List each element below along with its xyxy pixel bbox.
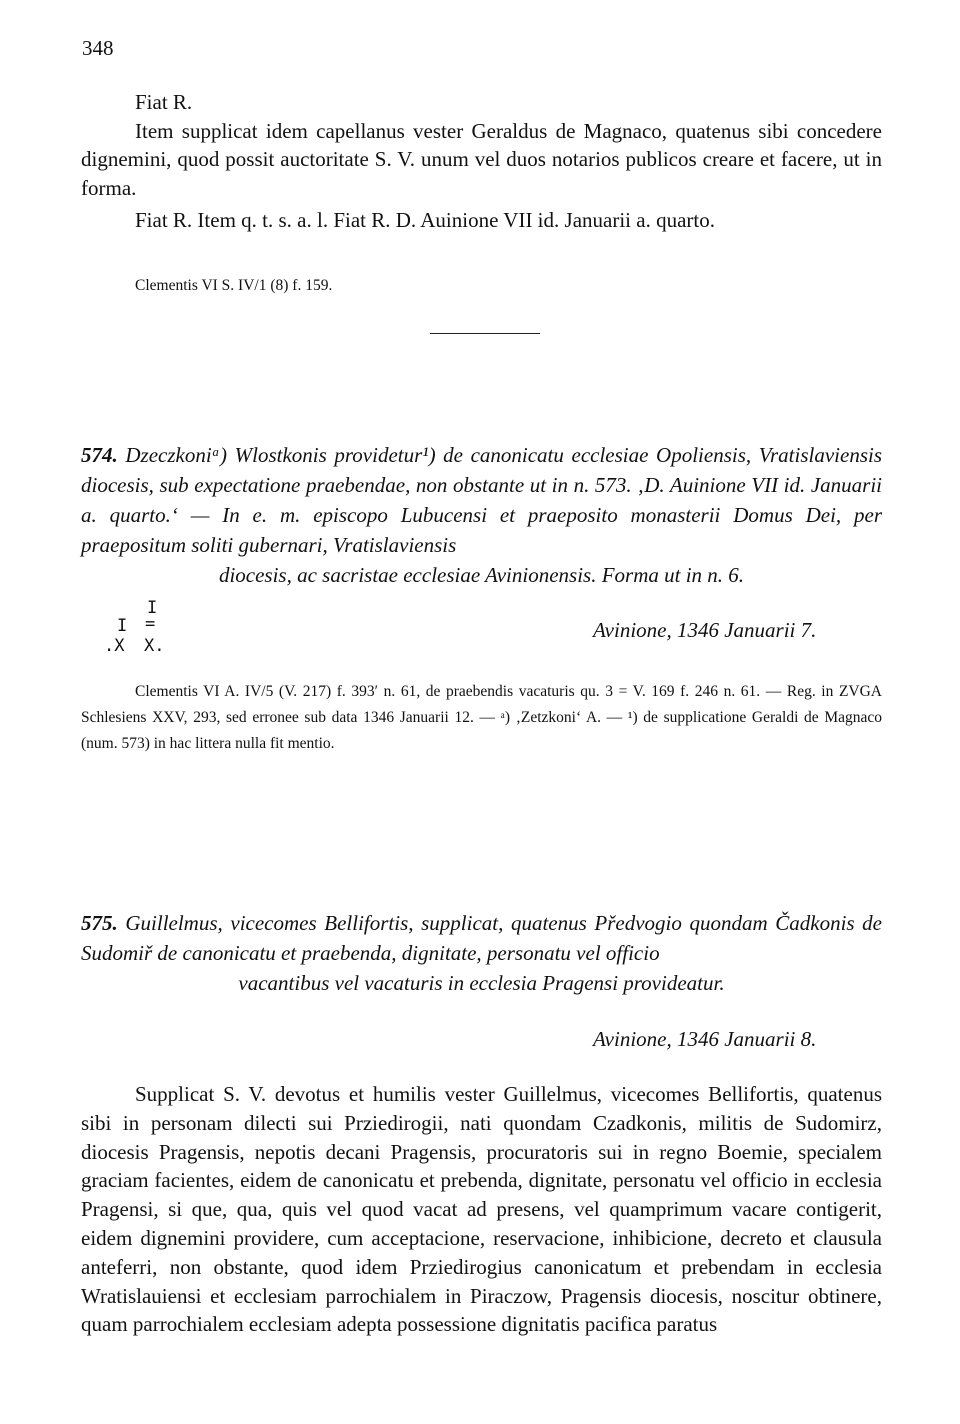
fiat-line: Fiat R. xyxy=(135,90,193,114)
entry-574-apparatus xyxy=(81,679,882,757)
chancery-notation xyxy=(104,598,182,658)
notation-mark: .X xyxy=(104,636,125,656)
entry-575-place-date: Avinione, 1346 Januarii 8. xyxy=(593,1027,817,1051)
supplication-text: Supplicat S. V. devotus et humilis vester Guillelmus, vicecomes Bellifortis, quatenus sibi in personam dilecti sui Prziedirogii, nati quondam Czadkonis, militis de Sudomirz, diocesis Pragensis, nepotis decani Pragensis, procuratoris sui in regno Boemie, specialem graciam facientes, eidem de canonicatu et prebenda, dignitate, personatu vel officio in ecclesia Pragensi, si que, qua, quis vel quod vacat ad presens, vel quamprimum vacare contigerit, eidem dignemini providere, cum acceptacione, reservacione, inhibicione, decreto et clausula anteferri, non obstante, quod idem Prziedirogius canonicatum et prebendam in ecclesia Wratislauiensi et ecclesiam parrochialem in Piraczow, Pragensis diocesis, noscitur obtinere, quam parrochialem ecclesiam adepta possessione dignitatis pacifica paratus xyxy=(81,1082,882,1337)
page-number: 348 xyxy=(82,36,114,60)
entry-574-regest-last-line: diocesis, ac sacristae ecclesiae Avinionensis. Forma ut in n. 6. xyxy=(218,563,745,587)
entry-575-number: 575. xyxy=(81,911,118,935)
entry-575-regest-body: Guillelmus, vicecomes Bellifortis, supplicat, quatenus Předvogio quondam Čadkonis de Sudomiř de canonicatu et praebenda, dignitate, personatu vel officio xyxy=(81,911,883,965)
entry-575-regest xyxy=(81,908,882,998)
source-line: Clementis VI S. IV/1 (8) f. 159. xyxy=(135,277,333,294)
fiat-date-line: Fiat R. Item q. t. s. a. l. Fiat R. D. Auinione VII id. Januarii a. quarto. xyxy=(135,208,715,232)
notation-mark: X. xyxy=(144,636,165,656)
notation-mark: I xyxy=(117,616,128,636)
entry-574-regest xyxy=(81,440,882,590)
entry-575-regest-last-line: vacantibus vel vacaturis in ecclesia Pragensi provideatur. xyxy=(238,971,725,995)
apparatus-text: Clementis VI A. IV/5 (V. 217) f. 393′ n. 61, de praebendis vacaturis qu. 3 = V. 169 f. 246 n. 61. — Reg. in ZVGA Schlesiens XXV, 293, sed erronee sub data 1346 Januarii 12. — ᵃ) ‚Zetzkoni‘ A. — ¹) de supplicatione Geraldi de Magnaco (num. 573) in hac littera nulla fit mentio. xyxy=(81,683,882,752)
notation-mark: = xyxy=(145,614,156,634)
entry-574-regest-text xyxy=(81,440,882,560)
entry-575-regest-text xyxy=(81,908,882,968)
supplication-paragraph: Item supplicat idem capellanus vester Geraldus de Magnaco, quatenus sibi concedere dignemini, quod possit auctoritate S. V. unum vel duos notarios publicos creare et facere, ut in forma. xyxy=(81,118,882,200)
entry-575-supplication xyxy=(81,1080,882,1339)
source-reference xyxy=(81,273,882,299)
notation-mark: I xyxy=(147,598,158,618)
supplication-continuation xyxy=(81,88,882,235)
entry-574-place-date: Avinione, 1346 Januarii 7. xyxy=(593,618,817,642)
entry-574-regest-body: Dzeczkoniᵃ) Wlostkonis providetur¹) de canonicatu ecclesiae Opoliensis, Vratislaviensis diocesis, sub expectatione praebendae, non obstante ut in n. 573. ‚D. Auinione VII id. Januarii a. quarto.‘ — In e. m. episcopo Lubucensi et praeposito monasterii Domus Dei, per praepositum soliti gubernari, Vratislaviensis xyxy=(81,443,882,557)
section-divider xyxy=(430,333,540,334)
entry-574-number: 574. xyxy=(81,443,118,467)
